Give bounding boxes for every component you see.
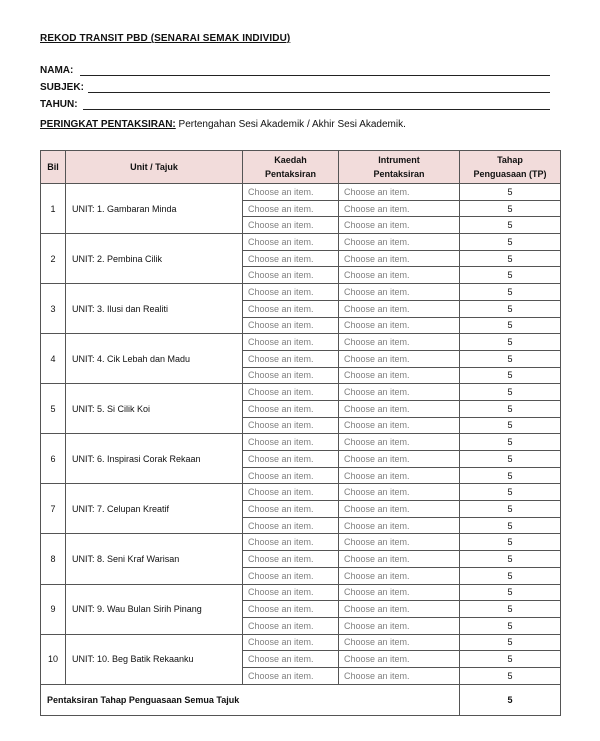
unit-title: UNIT: 7. Celupan Kreatif	[66, 484, 243, 534]
unit-number: 8	[41, 534, 66, 584]
tp-value[interactable]: 5	[460, 417, 561, 434]
kaedah-dropdown[interactable]: Choose an item.	[243, 634, 339, 651]
instrument-dropdown[interactable]: Choose an item.	[339, 484, 460, 501]
instrument-dropdown[interactable]: Choose an item.	[339, 250, 460, 267]
instrument-dropdown[interactable]: Choose an item.	[339, 601, 460, 618]
kaedah-dropdown[interactable]: Choose an item.	[243, 217, 339, 234]
tp-value[interactable]: 5	[460, 267, 561, 284]
tp-value[interactable]: 5	[460, 350, 561, 367]
kaedah-dropdown[interactable]: Choose an item.	[243, 200, 339, 217]
header-instrument	[339, 151, 460, 184]
instrument-dropdown[interactable]: Choose an item.	[339, 651, 460, 668]
kaedah-dropdown[interactable]: Choose an item.	[243, 434, 339, 451]
nama-field	[40, 65, 550, 79]
tahun-field	[40, 99, 550, 113]
tp-value[interactable]: 5	[460, 234, 561, 251]
kaedah-dropdown[interactable]: Choose an item.	[243, 551, 339, 568]
header-instrument-line2: Pentaksiran	[373, 169, 425, 179]
unit-number: 1	[41, 184, 66, 234]
instrument-dropdown[interactable]: Choose an item.	[339, 200, 460, 217]
tp-value[interactable]: 5	[460, 184, 561, 201]
kaedah-dropdown[interactable]: Choose an item.	[243, 367, 339, 384]
instrument-dropdown[interactable]: Choose an item.	[339, 234, 460, 251]
unit-number: 6	[41, 434, 66, 484]
tp-value[interactable]: 5	[460, 367, 561, 384]
instrument-dropdown[interactable]: Choose an item.	[339, 467, 460, 484]
table-header-row	[41, 151, 561, 184]
instrument-dropdown[interactable]: Choose an item.	[339, 217, 460, 234]
tp-value[interactable]: 5	[460, 317, 561, 334]
unit-title: UNIT: 8. Seni Kraf Warisan	[66, 534, 243, 584]
tp-value[interactable]: 5	[460, 567, 561, 584]
unit-title: UNIT: 1. Gambaran Minda	[66, 184, 243, 234]
kaedah-dropdown[interactable]: Choose an item.	[243, 350, 339, 367]
header-kaedah-line1: Kaedah	[274, 155, 307, 165]
instrument-dropdown[interactable]: Choose an item.	[339, 384, 460, 401]
instrument-dropdown[interactable]: Choose an item.	[339, 367, 460, 384]
kaedah-dropdown[interactable]: Choose an item.	[243, 467, 339, 484]
instrument-dropdown[interactable]: Choose an item.	[339, 400, 460, 417]
header-tp-line1: Tahap	[497, 155, 523, 165]
tp-value[interactable]: 5	[460, 534, 561, 551]
checklist-table	[40, 150, 561, 716]
table-row	[41, 434, 561, 451]
tp-value[interactable]: 5	[460, 434, 561, 451]
tp-value[interactable]: 5	[460, 467, 561, 484]
instrument-dropdown[interactable]: Choose an item.	[339, 184, 460, 201]
kaedah-dropdown[interactable]: Choose an item.	[243, 567, 339, 584]
rating-value: Pertengahan Sesi Akademik / Akhir Sesi Akademik.	[175, 119, 406, 130]
kaedah-dropdown[interactable]: Choose an item.	[243, 317, 339, 334]
unit-number: 9	[41, 584, 66, 634]
unit-title: UNIT: 10. Beg Batik Rekaanku	[66, 634, 243, 684]
kaedah-dropdown[interactable]: Choose an item.	[243, 451, 339, 468]
instrument-dropdown[interactable]: Choose an item.	[339, 667, 460, 684]
unit-number: 3	[41, 284, 66, 334]
tp-value[interactable]: 5	[460, 400, 561, 417]
tp-value[interactable]: 5	[460, 200, 561, 217]
kaedah-dropdown[interactable]: Choose an item.	[243, 484, 339, 501]
kaedah-dropdown[interactable]: Choose an item.	[243, 250, 339, 267]
header-instrument-line1: Intrument	[378, 155, 420, 165]
tp-value[interactable]: 5	[460, 250, 561, 267]
instrument-dropdown[interactable]: Choose an item.	[339, 551, 460, 568]
header-kaedah	[243, 151, 339, 184]
table-row	[41, 284, 561, 301]
instrument-dropdown[interactable]: Choose an item.	[339, 417, 460, 434]
unit-title: UNIT: 4. Cik Lebah dan Madu	[66, 334, 243, 384]
table-row	[41, 584, 561, 601]
tp-value[interactable]: 5	[460, 634, 561, 651]
tahun-input-line[interactable]	[83, 109, 550, 110]
unit-title: UNIT: 9. Wau Bulan Sirih Pinang	[66, 584, 243, 634]
table-body	[41, 184, 561, 685]
instrument-dropdown[interactable]: Choose an item.	[339, 517, 460, 534]
instrument-dropdown[interactable]: Choose an item.	[339, 567, 460, 584]
tp-value[interactable]: 5	[460, 584, 561, 601]
tp-value[interactable]: 5	[460, 501, 561, 518]
table-row	[41, 634, 561, 651]
header-tp	[460, 151, 561, 184]
header-unit: Unit / Tajuk	[66, 151, 243, 184]
tp-value[interactable]: 5	[460, 217, 561, 234]
tp-value[interactable]: 5	[460, 667, 561, 684]
kaedah-dropdown[interactable]: Choose an item.	[243, 234, 339, 251]
kaedah-dropdown[interactable]: Choose an item.	[243, 184, 339, 201]
instrument-dropdown[interactable]: Choose an item.	[339, 634, 460, 651]
document-title: REKOD TRANSIT PBD (SENARAI SEMAK INDIVIDU)	[40, 33, 291, 44]
unit-number: 2	[41, 234, 66, 284]
kaedah-dropdown[interactable]: Choose an item.	[243, 384, 339, 401]
header-kaedah-line2: Pentaksiran	[264, 169, 317, 179]
tp-value[interactable]: 5	[460, 517, 561, 534]
subjek-field	[40, 82, 550, 96]
kaedah-dropdown[interactable]: Choose an item.	[243, 300, 339, 317]
tahun-label: TAHUN:	[40, 99, 78, 110]
kaedah-dropdown[interactable]: Choose an item.	[243, 534, 339, 551]
rating-line	[40, 119, 406, 130]
kaedah-dropdown[interactable]: Choose an item.	[243, 334, 339, 351]
tp-value[interactable]: 5	[460, 334, 561, 351]
summary-label: Pentaksiran Tahap Penguasaan Semua Tajuk	[41, 684, 460, 715]
unit-title: UNIT: 2. Pembina Cilik	[66, 234, 243, 284]
nama-input-line[interactable]	[80, 75, 550, 76]
unit-number: 5	[41, 384, 66, 434]
unit-title: UNIT: 3. Ilusi dan Realiti	[66, 284, 243, 334]
table-row	[41, 384, 561, 401]
unit-number: 4	[41, 334, 66, 384]
table-row	[41, 184, 561, 201]
kaedah-dropdown[interactable]: Choose an item.	[243, 517, 339, 534]
summary-row	[41, 684, 561, 715]
instrument-dropdown[interactable]: Choose an item.	[339, 501, 460, 518]
table-row	[41, 334, 561, 351]
tp-value[interactable]: 5	[460, 284, 561, 301]
tp-value[interactable]: 5	[460, 300, 561, 317]
table-row	[41, 534, 561, 551]
kaedah-dropdown[interactable]: Choose an item.	[243, 601, 339, 618]
instrument-dropdown[interactable]: Choose an item.	[339, 434, 460, 451]
unit-title: UNIT: 6. Inspirasi Corak Rekaan	[66, 434, 243, 484]
instrument-dropdown[interactable]: Choose an item.	[339, 317, 460, 334]
tp-value[interactable]: 5	[460, 651, 561, 668]
subjek-input-line[interactable]	[88, 92, 550, 93]
instrument-dropdown[interactable]: Choose an item.	[339, 350, 460, 367]
nama-label: NAMA:	[40, 65, 74, 76]
kaedah-dropdown[interactable]: Choose an item.	[243, 267, 339, 284]
tp-value[interactable]: 5	[460, 617, 561, 634]
instrument-dropdown[interactable]: Choose an item.	[339, 617, 460, 634]
kaedah-dropdown[interactable]: Choose an item.	[243, 417, 339, 434]
unit-number: 7	[41, 484, 66, 534]
kaedah-dropdown[interactable]: Choose an item.	[243, 651, 339, 668]
kaedah-dropdown[interactable]: Choose an item.	[243, 284, 339, 301]
table-row	[41, 234, 561, 251]
instrument-dropdown[interactable]: Choose an item.	[339, 334, 460, 351]
kaedah-dropdown[interactable]: Choose an item.	[243, 400, 339, 417]
instrument-dropdown[interactable]: Choose an item.	[339, 267, 460, 284]
kaedah-dropdown[interactable]: Choose an item.	[243, 617, 339, 634]
instrument-dropdown[interactable]: Choose an item.	[339, 451, 460, 468]
unit-title: UNIT: 5. Si Cilik Koi	[66, 384, 243, 434]
tp-value[interactable]: 5	[460, 601, 561, 618]
subjek-label: SUBJEK:	[40, 82, 84, 93]
summary-value: 5	[460, 684, 561, 715]
instrument-dropdown[interactable]: Choose an item.	[339, 534, 460, 551]
instrument-dropdown[interactable]: Choose an item.	[339, 584, 460, 601]
tp-value[interactable]: 5	[460, 384, 561, 401]
kaedah-dropdown[interactable]: Choose an item.	[243, 584, 339, 601]
tp-value[interactable]: 5	[460, 484, 561, 501]
unit-number: 10	[41, 634, 66, 684]
header-tp-line2: Penguasaan (TP)	[473, 169, 547, 179]
kaedah-dropdown[interactable]: Choose an item.	[243, 501, 339, 518]
header-bil: Bil	[41, 151, 66, 184]
table-row	[41, 484, 561, 501]
kaedah-dropdown[interactable]: Choose an item.	[243, 667, 339, 684]
instrument-dropdown[interactable]: Choose an item.	[339, 284, 460, 301]
instrument-dropdown[interactable]: Choose an item.	[339, 300, 460, 317]
tp-value[interactable]: 5	[460, 551, 561, 568]
rating-label: PERINGKAT PENTAKSIRAN:	[40, 119, 176, 130]
tp-value[interactable]: 5	[460, 451, 561, 468]
